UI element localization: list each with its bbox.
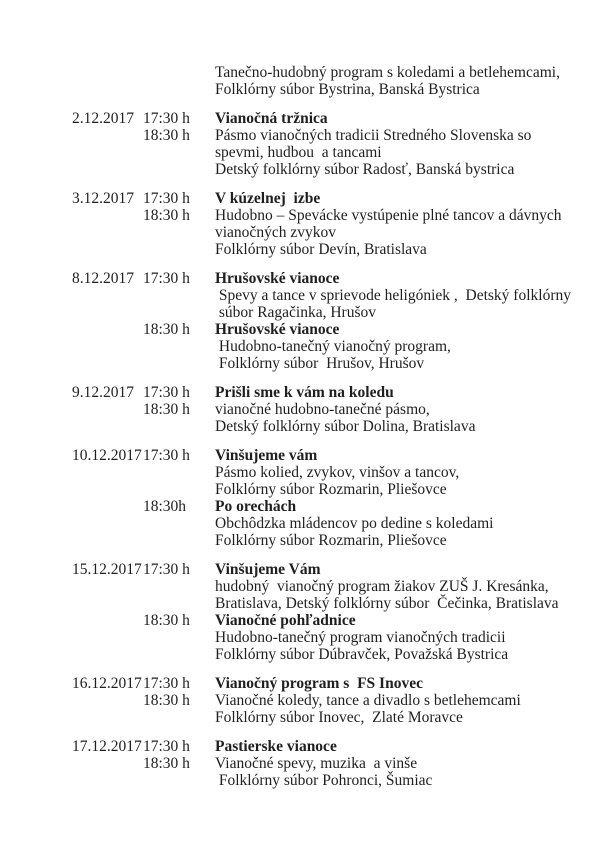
schedule-row <box>72 287 572 304</box>
schedule-row <box>72 709 572 726</box>
schedule-row <box>72 127 572 144</box>
schedule-row <box>72 561 572 578</box>
schedule-row <box>72 355 572 372</box>
schedule-row <box>72 772 572 789</box>
event-description: Vianočné koledy, tance a divadlo s betlehemcami <box>215 692 521 709</box>
event-description: vianočné hudobno-tanečné pásmo, <box>215 401 430 418</box>
schedule-row <box>72 629 572 646</box>
schedule-block <box>72 64 572 98</box>
schedule-block <box>72 675 572 726</box>
schedule-row <box>72 144 572 161</box>
schedule-row <box>72 692 572 709</box>
event-time: 17:30 h <box>143 384 190 401</box>
schedule-row <box>72 481 572 498</box>
schedule-block <box>72 270 572 372</box>
event-time: 18:30 h <box>143 321 190 338</box>
event-title: Vianočná tržnica <box>215 110 328 127</box>
event-description: Vianočné spevy, muzika a vinše <box>215 755 418 772</box>
event-title: Po orechách <box>215 498 297 515</box>
event-time: 17:30 h <box>143 738 190 755</box>
schedule-row <box>72 270 572 287</box>
event-title: Hrušovské vianoce <box>215 321 340 338</box>
event-title: Vianočné pohľadnice <box>215 612 356 629</box>
event-title: Vianočný program s FS Inovec <box>215 675 423 692</box>
event-description: súbor Ragačinka, Hrušov <box>215 304 376 321</box>
event-description: Hudobno – Spevácke vystúpenie plné tancov a dávnych <box>215 207 562 224</box>
schedule-row <box>72 675 572 692</box>
schedule-row <box>72 304 572 321</box>
schedule-row <box>72 207 572 224</box>
event-description: Folklórny súbor Bystrina, Banská Bystrica <box>215 81 480 98</box>
event-time: 17:30 h <box>143 110 190 127</box>
event-time: 18:30 h <box>143 127 190 144</box>
event-description: hudobný vianočný program žiakov ZUŠ J. Kresánka, <box>215 578 549 595</box>
schedule-block <box>72 447 572 549</box>
event-description: Bratislava, Detský folklórny súbor Čečinka, Bratislava <box>215 595 559 612</box>
event-description: Pásmo kolied, zvykov, vinšov a tancov, <box>215 464 460 481</box>
event-time: 17:30 h <box>143 447 190 464</box>
event-time: 17:30 h <box>143 270 190 287</box>
event-description: vianočných zvykov <box>215 224 336 241</box>
schedule-block <box>72 110 572 178</box>
schedule-row <box>72 646 572 663</box>
event-description: Obchôdzka mládencov po dedine s koledami <box>215 515 494 532</box>
event-description: Detský folklórny súbor Radosť, Banská bystrica <box>215 161 515 178</box>
event-title: V kúzelnej izbe <box>215 190 321 207</box>
event-title: Vinšujeme vám <box>215 447 318 464</box>
schedule-block <box>72 384 572 435</box>
event-description: Folklórny súbor Rozmarin, Pliešovce <box>215 532 447 549</box>
event-description: Folklórny súbor Hrušov, Hrušov <box>215 355 425 372</box>
event-date: 8.12.2017 <box>72 270 134 287</box>
event-description: Tanečno-hudobný program s koledami a betlehemcami, <box>215 64 560 81</box>
event-date: 3.12.2017 <box>72 190 134 207</box>
schedule-row <box>72 418 572 435</box>
event-title: Vinšujeme Vám <box>215 561 321 578</box>
event-title: Hrušovské vianoce <box>215 270 340 287</box>
event-date: 10.12.2017 <box>72 447 142 464</box>
event-time: 17:30 h <box>143 561 190 578</box>
event-description: Folklórny súbor Rozmarin, Pliešovce <box>215 481 447 498</box>
event-description: Folklórny súbor Devín, Bratislava <box>215 241 427 258</box>
event-description: Pásmo vianočných tradicii Stredného Slovenska so <box>215 127 532 144</box>
schedule-block <box>72 738 572 789</box>
schedule-row <box>72 755 572 772</box>
event-description: Folklórny súbor Inovec, Zlaté Moravce <box>215 709 463 726</box>
schedule-row <box>72 161 572 178</box>
schedule-row <box>72 64 572 81</box>
event-date: 17.12.2017 <box>72 738 142 755</box>
event-description: Hudobno-tanečný program vianočných tradicii <box>215 629 506 646</box>
schedule-row <box>72 338 572 355</box>
schedule-block <box>72 561 572 663</box>
schedule-row <box>72 81 572 98</box>
event-date: 9.12.2017 <box>72 384 134 401</box>
event-description: Folklórny súbor Pohronci, Šumiac <box>215 772 433 789</box>
event-description: Hudobno-tanečný vianočný program, <box>215 338 451 355</box>
schedule-row <box>72 401 572 418</box>
schedule-row <box>72 190 572 207</box>
event-description: Folklórny súbor Dúbravček, Považská Bystrica <box>215 646 509 663</box>
event-time: 18:30 h <box>143 692 190 709</box>
event-date: 15.12.2017 <box>72 561 142 578</box>
schedule-block <box>72 190 572 258</box>
schedule-row <box>72 595 572 612</box>
event-time: 18:30 h <box>143 401 190 418</box>
schedule-row <box>72 384 572 401</box>
schedule-row <box>72 241 572 258</box>
schedule-row <box>72 738 572 755</box>
schedule-row <box>72 321 572 338</box>
schedule-row <box>72 110 572 127</box>
event-time: 18:30 h <box>143 612 190 629</box>
event-time: 17:30 h <box>143 675 190 692</box>
schedule-row <box>72 224 572 241</box>
event-time: 17:30 h <box>143 190 190 207</box>
event-title: Prišli sme k vám na koledu <box>215 384 394 401</box>
event-time: 18:30 h <box>143 207 190 224</box>
event-description: Spevy a tance v sprievode heligóniek , Detský folklórny <box>215 287 571 304</box>
event-date: 16.12.2017 <box>72 675 142 692</box>
event-title: Pastierske vianoce <box>215 738 337 755</box>
event-description: Detský folklórny súbor Dolina, Bratislava <box>215 418 476 435</box>
schedule-row <box>72 515 572 532</box>
schedule-row <box>72 447 572 464</box>
schedule-row <box>72 612 572 629</box>
schedule-row <box>72 498 572 515</box>
event-time: 18:30 h <box>143 755 190 772</box>
event-description: spevmi, hudbou a tancami <box>215 144 382 161</box>
schedule-row <box>72 532 572 549</box>
schedule-row <box>72 578 572 595</box>
event-date: 2.12.2017 <box>72 110 134 127</box>
schedule-row <box>72 464 572 481</box>
event-schedule <box>72 64 572 789</box>
event-time: 18:30h <box>143 498 187 515</box>
